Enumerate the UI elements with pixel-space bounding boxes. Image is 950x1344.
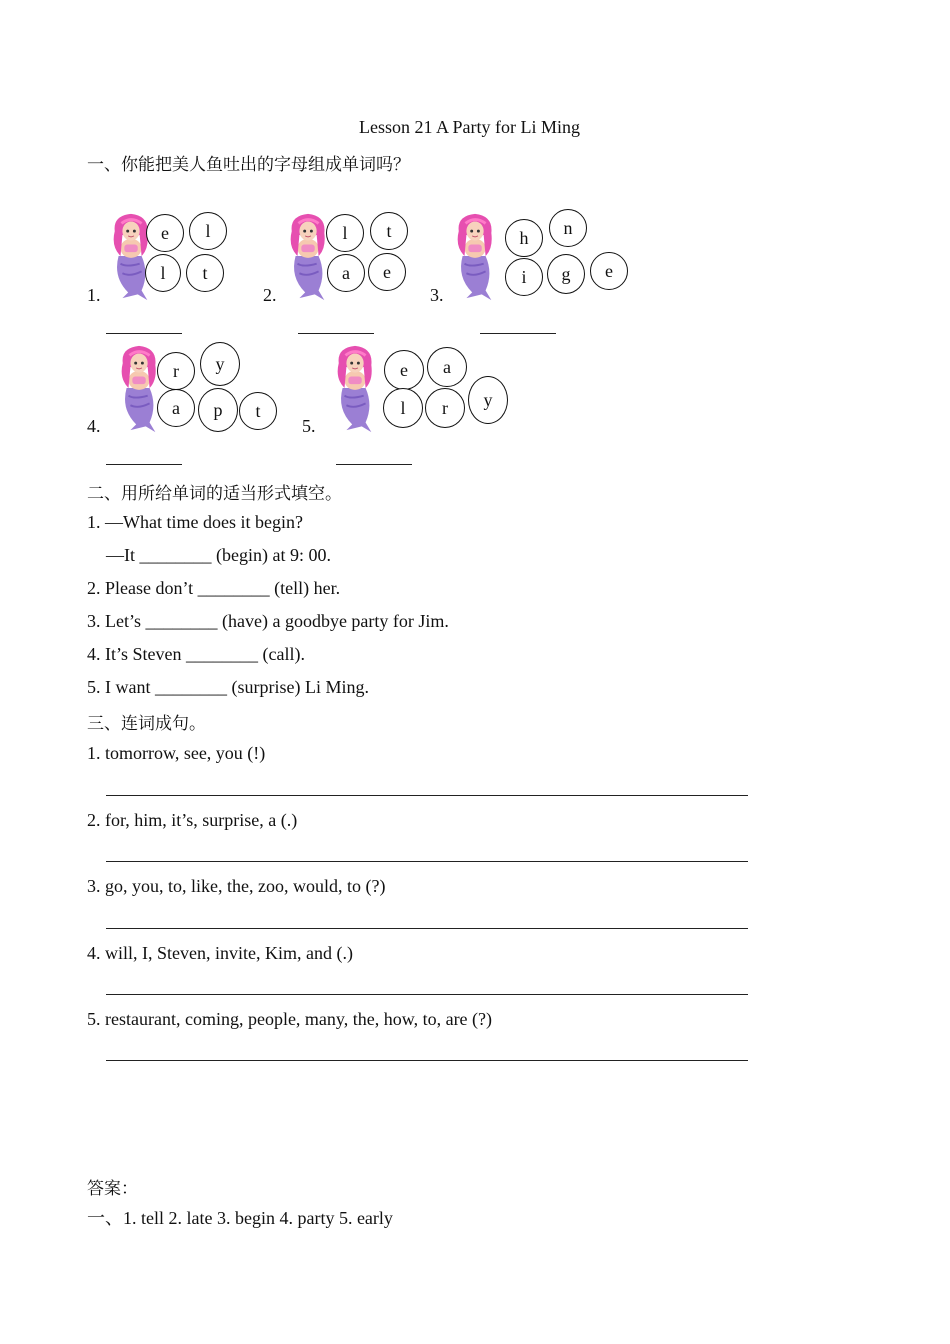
answers-line-1: 一、1. tell 2. late 3. begin 4. party 5. early xyxy=(87,1208,393,1228)
answer-blank[interactable] xyxy=(106,464,182,465)
section3-heading: 三、连词成句。 xyxy=(87,714,206,734)
letter-bubble: e xyxy=(590,252,628,290)
fill-item-2: 2. Please don’t ________ (tell) her. xyxy=(87,578,341,598)
letter-bubble: a xyxy=(157,389,195,427)
fill-item-5: 5. I want ________ (surprise) Li Ming. xyxy=(87,677,369,697)
letter-bubble: e xyxy=(368,253,406,291)
letter-bubble: a xyxy=(427,347,467,387)
fill-item-4: 4. It’s Steven ________ (call). xyxy=(87,644,305,664)
fill-item-1: 1. —What time does it begin? xyxy=(87,512,303,532)
letter-bubble: a xyxy=(327,254,365,292)
letter-bubble: l xyxy=(326,214,364,252)
letter-bubble: y xyxy=(200,342,240,386)
answer-line[interactable] xyxy=(106,861,748,862)
letter-bubble: l xyxy=(189,212,227,250)
puzzle-number: 2. xyxy=(263,285,277,305)
letter-bubble: l xyxy=(383,388,423,428)
letter-bubble: t xyxy=(239,392,277,430)
answer-line[interactable] xyxy=(106,1060,748,1061)
answer-blank[interactable] xyxy=(480,333,556,334)
letter-bubble: l xyxy=(145,254,181,292)
letter-bubble: h xyxy=(505,219,543,257)
letter-bubble: g xyxy=(547,254,585,294)
puzzle-number: 5. xyxy=(302,416,316,436)
puzzle-number: 4. xyxy=(87,416,101,436)
letter-bubble: e xyxy=(146,214,184,252)
order-item-2: 2. for, him, it’s, surprise, a (.) xyxy=(87,810,298,830)
letter-bubble: t xyxy=(370,212,408,250)
answer-blank[interactable] xyxy=(336,464,412,465)
mermaid-image xyxy=(328,342,384,434)
section1-heading: 一、你能把美人鱼吐出的字母组成单词吗？ xyxy=(87,155,410,175)
mermaid-image xyxy=(112,342,168,434)
mermaid-image xyxy=(448,210,504,302)
letter-bubble: p xyxy=(198,388,238,432)
answer-line[interactable] xyxy=(106,928,748,929)
answer-line[interactable] xyxy=(106,994,748,995)
letter-bubble: n xyxy=(549,209,587,247)
letter-bubble: r xyxy=(425,388,465,428)
letter-bubble: r xyxy=(157,352,195,390)
letter-bubble: y xyxy=(468,376,508,424)
fill-item-1-answer: —It ________ (begin) at 9: 00. xyxy=(106,545,331,565)
answer-blank[interactable] xyxy=(106,333,182,334)
puzzle-number: 3. xyxy=(430,285,444,305)
page-title: Lesson 21 A Party for Li Ming xyxy=(359,117,580,137)
order-item-1: 1. tomorrow, see, you (!) xyxy=(87,743,266,763)
letter-bubble: t xyxy=(186,254,224,292)
answer-blank[interactable] xyxy=(298,333,374,334)
order-item-3: 3. go, you, to, like, the, zoo, would, to (?) xyxy=(87,876,386,896)
letter-bubble: i xyxy=(505,258,543,296)
puzzle-number: 1. xyxy=(87,285,101,305)
order-item-4: 4. will, I, Steven, invite, Kim, and (.) xyxy=(87,943,353,963)
answers-heading: 答案： xyxy=(87,1179,138,1199)
order-item-5: 5. restaurant, coming, people, many, the, how, to, are (?) xyxy=(87,1009,493,1029)
answer-line[interactable] xyxy=(106,795,748,796)
letter-bubble: e xyxy=(384,350,424,390)
fill-item-3: 3. Let’s ________ (have) a goodbye party for Jim. xyxy=(87,611,449,631)
section2-heading: 二、用所给单词的适当形式填空。 xyxy=(87,484,342,504)
